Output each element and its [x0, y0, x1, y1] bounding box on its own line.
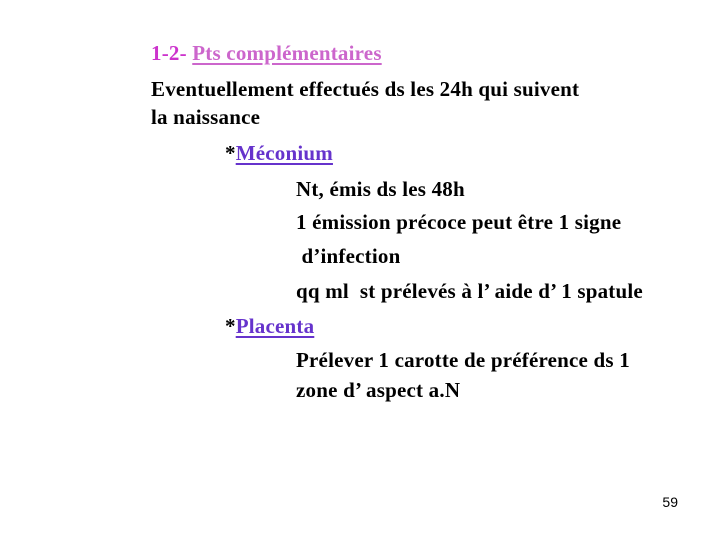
- meconium-line: qq ml st prélevés à l’ aide d’ 1 spatule: [296, 279, 643, 303]
- meconium-line: Nt, émis ds les 48h: [296, 177, 465, 201]
- intro-line-1: Eventuellement effectués ds les 24h qui suivent: [151, 77, 580, 101]
- placenta-line: zone d’ aspect a.N: [296, 378, 461, 402]
- section-title: Pts complémentaires: [192, 41, 382, 65]
- placenta-title: Placenta: [235, 314, 315, 338]
- meconium-line: 1 émission précoce peut être 1 signe: [296, 210, 622, 234]
- meconium-line: d’infection: [296, 244, 401, 268]
- page-number: 59: [662, 494, 678, 510]
- bullet-asterisk: *: [225, 141, 236, 165]
- section-number: 1-2-: [151, 41, 193, 65]
- placenta-line: Prélever 1 carotte de préférence ds 1: [296, 348, 630, 372]
- section-heading: [151, 40, 382, 66]
- meconium-heading: [225, 140, 333, 166]
- meconium-title: Méconium: [235, 141, 333, 165]
- placenta-heading: [225, 313, 314, 339]
- intro-line-2: la naissance: [151, 105, 261, 129]
- bullet-asterisk: *: [225, 314, 236, 338]
